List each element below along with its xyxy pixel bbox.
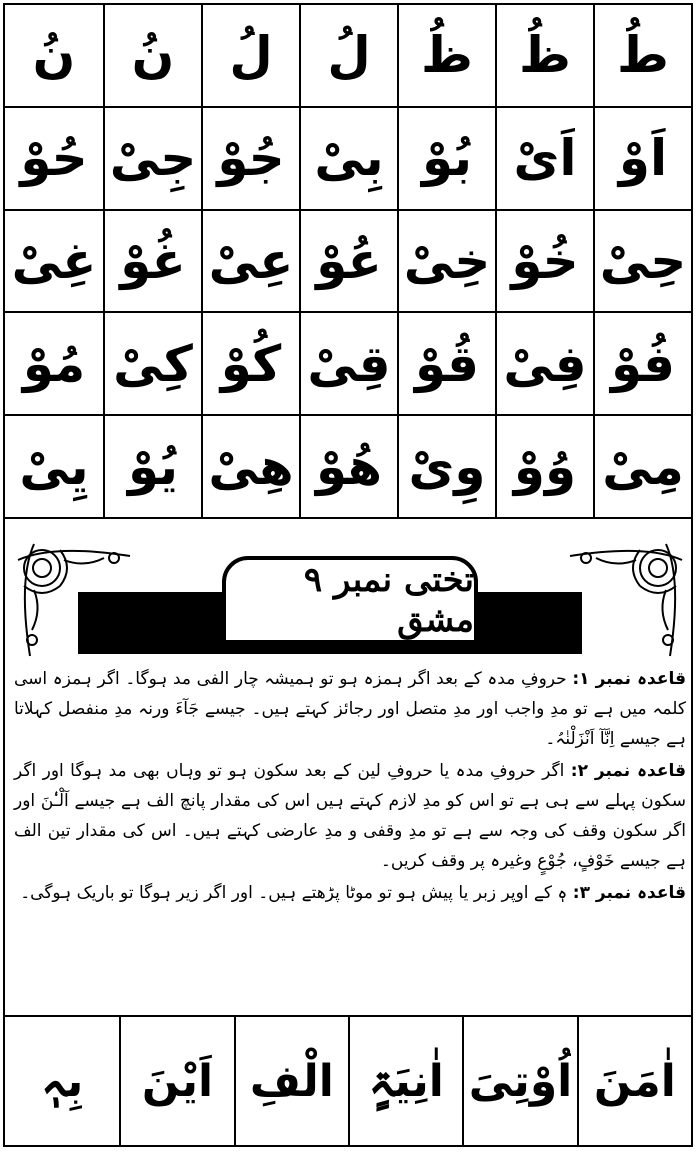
letter-cell: لُ: [299, 5, 397, 108]
letter-cell: فِیْ: [495, 313, 593, 416]
lesson-title: تختی نمبر ۹ مشق: [222, 556, 478, 644]
letter-cell: وُوْ: [495, 416, 593, 519]
letter-cell: اَیْ: [495, 108, 593, 211]
rule-2: [14, 756, 686, 876]
letter-cell: ھِیْ: [201, 416, 299, 519]
letter-cell: فُوْ: [593, 313, 691, 416]
letter-cell: جِیْ: [103, 108, 201, 211]
letter-cell: عُوْ: [299, 211, 397, 314]
practice-word: اٰمَنَ: [577, 1017, 691, 1147]
practice-word: اَیْنَ: [119, 1017, 233, 1147]
rule-1-label: قاعدہ نمبر ۱:: [572, 669, 686, 689]
letter-cell: اَوْ: [593, 108, 691, 211]
letter-cell: طُ: [593, 5, 691, 108]
letter-cell: بِیْ: [299, 108, 397, 211]
letter-cell: ظُ: [397, 5, 495, 108]
letter-cell: قِیْ: [299, 313, 397, 416]
practice-words-row: [5, 1015, 691, 1147]
rules-text: [14, 664, 686, 1004]
letter-cell: یُوْ: [103, 416, 201, 519]
letter-cell: حِیْ: [593, 211, 691, 314]
letter-cell: نُ: [5, 5, 103, 108]
letter-cell: غُوْ: [103, 211, 201, 314]
practice-word: اٰنِیَۃٍ: [348, 1017, 462, 1147]
letter-cell: بُوْ: [397, 108, 495, 211]
letter-grid: [5, 5, 691, 519]
letter-cell: غِیْ: [5, 211, 103, 314]
practice-word: الْفِ: [234, 1017, 348, 1147]
letter-cell: خُوْ: [495, 211, 593, 314]
letter-cell: ظُ: [495, 5, 593, 108]
letter-cell: کُوْ: [201, 313, 299, 416]
corner-ornament-icon: [566, 540, 686, 660]
letter-cell: مُوْ: [5, 313, 103, 416]
rule-3-label: قاعدہ نمبر ۳:: [572, 883, 686, 903]
letter-cell: عِیْ: [201, 211, 299, 314]
letter-cell: یِیْ: [5, 416, 103, 519]
rule-2-label: قاعدہ نمبر ۲:: [570, 761, 686, 781]
letter-cell: قُوْ: [397, 313, 495, 416]
letter-cell: کِیْ: [103, 313, 201, 416]
practice-word: اُوْتِیَ: [462, 1017, 576, 1147]
rule-1: [14, 664, 686, 754]
letter-cell: وِیْ: [397, 416, 495, 519]
rule-1-text: حروفِ مدہ کے بعد اگر ہمزہ ہو تو ہمیشہ چار الفی مد ہوگا۔ اگر ہمزہ اسی کلمہ میں ہے تو مدِ واجب اور مدِ متصل اور رجائز کہتے ہیں۔ جیسے جَآءَ ورنہ مدِ منفصل کہلاتا ہے جیسے اِنَّآ اَنْزَلْنٰہُ۔: [14, 669, 686, 749]
rule-2-text: اگر حروفِ مدہ یا حروفِ لین کے بعد سکون ہو تو وہاں بھی مد ہوگا اور اگر سکون پہلے سے ہی ہے تو اس کو مدِ لازم کہتے ہیں اس کی مقدار پانچ الف ہے جیسے آلْـٰٔنَ اور اگر سکون وقف کی وجہ سے ہے تو مدِ وقفی و مدِ عارضی کہتے ہیں۔ اس کی مقدار تین الف ہے جیسے خَوْفٍ، جُوْعٍ وغیرہ پر وقف کریں۔: [14, 761, 686, 871]
letter-cell: خِیْ: [397, 211, 495, 314]
practice-word: بِہٖ: [41, 1056, 84, 1107]
letter-cell: حُوْ: [5, 108, 103, 211]
letter-cell: نُ: [103, 5, 201, 108]
letter-cell: لُ: [201, 5, 299, 108]
letter-cell: جُوْ: [201, 108, 299, 211]
rule-3-text: ہٖ کے اوپر زبر یا پیش ہو تو موٹا پڑھتے ہیں۔ اور اگر زیر ہوگا تو باریک ہوگی۔: [20, 883, 568, 903]
letter-cell: ھُوْ: [299, 416, 397, 519]
letter-cell: مِیْ: [593, 416, 691, 519]
rule-3: [14, 878, 686, 908]
